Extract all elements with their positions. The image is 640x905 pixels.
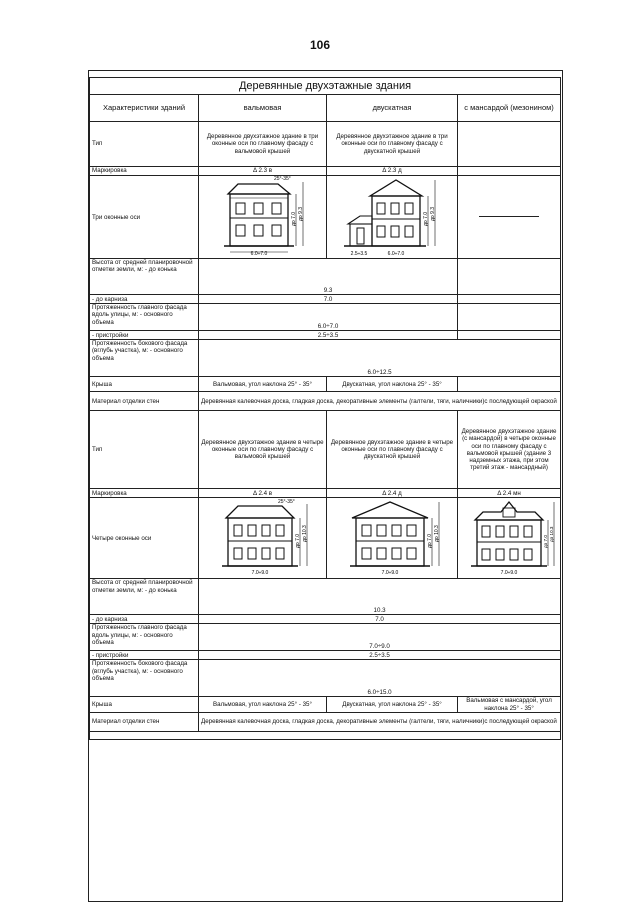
s2-gable-width-dim: 7.0÷9.0	[381, 570, 398, 577]
s2-ext-value: 2.5÷3.5	[199, 651, 561, 660]
house-gable-3axes-drawing	[328, 176, 457, 256]
s2-roof-gable: Двускатная, угол наклона 25° - 35°	[327, 697, 458, 712]
s1-drawing-mansard	[458, 176, 561, 259]
s1-hip-width-dim: 6.0÷7.0	[250, 251, 267, 256]
header-gable-roof: двускатная	[327, 95, 458, 122]
s2-marking-label: Маркировка	[90, 489, 199, 498]
s1-roof-hip: Вальмовая, угол наклона 25° - 35°	[199, 377, 327, 392]
s1-front-empty	[458, 304, 561, 331]
s2-eaves-value: 7.0	[199, 615, 561, 624]
house-gable-4axes-drawing	[328, 498, 457, 576]
s2-height-ridge: 10.3	[199, 579, 561, 615]
s1-height-label: Высота от средней планировочной отметки земли, м: - до конька	[90, 259, 199, 295]
s1-marking-mansard	[458, 167, 561, 176]
s1-material-label: Материал отделки стен	[90, 392, 199, 411]
s1-type-hip: Деревянное двухэтажное здание в три оконные оси по главному фасаду с вальмовой крышей	[199, 122, 327, 167]
s2-mansard-width-dim: 7.0÷9.0	[500, 570, 517, 577]
s1-hip-ridge-dim: до 9.3	[297, 206, 304, 221]
s1-gable-ext-width-dim: 2.5÷3.5	[350, 251, 367, 256]
s1-drawing-hip	[199, 176, 327, 259]
header-characteristics: Характеристики зданий	[90, 95, 199, 122]
header-hip-roof: вальмовая	[199, 95, 327, 122]
s2-mansard-eaves-dim: до 7.0	[542, 535, 548, 549]
s1-front-label: Протяженность главного фасада вдоль улицы, м: - основного объема	[90, 304, 199, 331]
house-hip-3axes-drawing	[200, 176, 326, 256]
s1-ext-empty	[458, 331, 561, 340]
s2-roof-label: Крыша	[90, 697, 199, 712]
house-hip-4axes-drawing	[200, 498, 326, 576]
s1-hip-angle: 25°-35°	[273, 176, 291, 182]
s2-height-label: Высота от средней планировочной отметки земли, м: - до конька	[90, 579, 199, 615]
s2-drawing-mansard	[458, 498, 561, 579]
s2-hip-width-dim: 7.0÷9.0	[251, 570, 268, 577]
buildings-table	[89, 77, 561, 740]
table-bottom-rule	[90, 731, 561, 739]
s1-marking-label: Маркировка	[90, 167, 199, 176]
s2-type-mansard: Деревянное двухэтажное здание (с мансардой) в четыре оконные оси по главному фасаду с вальмовой крышей (здание 3 надземных этажа, при этом третий этаж - мансардный)	[458, 411, 561, 489]
s2-drawing-hip	[199, 498, 327, 579]
s1-type-mansard	[458, 122, 561, 167]
s1-ext-value: 2.5÷3.5	[199, 331, 458, 340]
s2-marking-gable: Δ 2.4 д	[327, 489, 458, 498]
s1-gable-eaves-dim: до 7.0	[422, 211, 429, 226]
s2-mansard-ridge-dim: до 10.3	[548, 526, 554, 543]
s2-ext-label: - пристройки	[90, 651, 199, 660]
s2-side-value: 6.0÷15.0	[199, 660, 561, 697]
s2-type-hip: Деревянное двухэтажное здание в четыре оконные оси по главному фасаду с вальмовой крышей	[199, 411, 327, 489]
s2-type-gable: Деревянное двухэтажное здание в четыре оконные оси по главному фасаду с двускатной крышей	[327, 411, 458, 489]
header-mansard: с мансардой (мезонином)	[458, 95, 561, 122]
s1-ext-label: - пристройки	[90, 331, 199, 340]
s2-hip-angle: 25°-35°	[277, 499, 295, 506]
s1-roof-gable: Двускатная, угол наклона 25° - 35°	[327, 377, 458, 392]
s2-marking-mansard: Δ 2.4 мн	[458, 489, 561, 498]
s2-drawing-gable	[327, 498, 458, 579]
s1-eaves-label: - до карниза	[90, 295, 199, 304]
s1-marking-hip: Δ 2.3 в	[199, 167, 327, 176]
table-title: Деревянные двухэтажные здания	[90, 78, 561, 95]
s2-hip-ridge-dim: до 10.3	[301, 525, 308, 543]
s1-gable-width-dim: 6.0÷7.0	[387, 251, 404, 256]
s1-height-ridge: 9.3	[199, 259, 458, 295]
s1-roof-label: Крыша	[90, 377, 199, 392]
s1-side-label: Протяженность бокового фасада (вглубь участка), м: - основного объема	[90, 340, 199, 377]
s2-hip-eaves-dim: до 7.0	[294, 534, 301, 549]
s1-type-gable: Деревянное двухэтажное здание в три оконные оси по главному фасаду с двускатной крышей	[327, 122, 458, 167]
s2-marking-hip: Δ 2.4 в	[199, 489, 327, 498]
s2-roof-mansard: Вальмовая с мансардой, угол наклона 25° - 35°	[458, 697, 561, 712]
s2-material-label: Материал отделки стен	[90, 712, 199, 731]
s2-roof-hip: Вальмовая, угол наклона 25° - 35°	[199, 697, 327, 712]
s1-eaves-value: 7.0	[199, 295, 458, 304]
s2-front-label: Протяженность главного фасада вдоль улицы, м: - основного объема	[90, 624, 199, 651]
s1-type-label: Тип	[90, 122, 199, 167]
s1-axes-label: Три оконные оси	[90, 176, 199, 259]
s2-side-label: Протяженность бокового фасада (вглубь участка), м: - основного объема	[90, 660, 199, 697]
s2-front-value: 7.0÷9.0	[199, 624, 561, 651]
s1-side-value: 6.0÷12.5	[199, 340, 561, 377]
s2-material-value: Деревянная калевочная доска, гладкая доска, декоративные элементы (галтели, тяги, наличники)с последующей окраской	[199, 712, 561, 731]
s2-gable-eaves-dim: до 7.0	[426, 534, 433, 549]
empty-dash	[479, 216, 539, 217]
s1-eaves-empty	[458, 295, 561, 304]
s1-drawing-gable	[327, 176, 458, 259]
s1-hip-eaves-dim: до 7.0	[290, 211, 297, 226]
s2-eaves-label: - до карниза	[90, 615, 199, 624]
s2-type-label: Тип	[90, 411, 199, 489]
s1-marking-gable: Δ 2.3 д	[327, 167, 458, 176]
s2-axes-label: Четыре оконные оси	[90, 498, 199, 579]
house-mansard-4axes-drawing	[459, 498, 560, 576]
s1-height-empty	[458, 259, 561, 295]
page-number: 106	[309, 38, 331, 52]
s1-front-value: 6.0÷7.0	[199, 304, 458, 331]
s1-gable-ridge-dim: до 9.3	[429, 206, 436, 221]
s1-roof-empty	[458, 377, 561, 392]
s2-gable-ridge-dim: до 10.3	[433, 525, 440, 543]
s1-material-value: Деревянная калевочная доска, гладкая доска, декоративные элементы (галтели, тяги, наличники)с последующей окраской	[199, 392, 561, 411]
